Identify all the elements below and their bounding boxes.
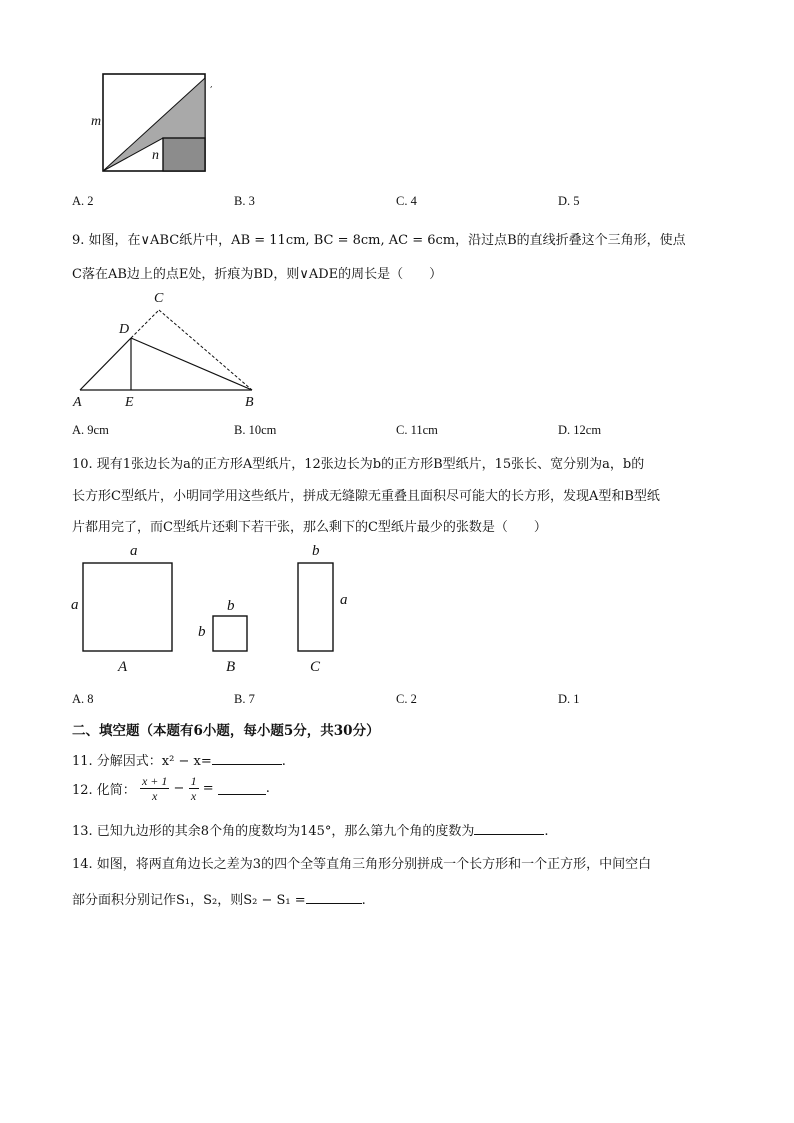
q13-line bbox=[72, 820, 549, 839]
q10-label-b-c: b bbox=[312, 543, 320, 559]
q10-label-b-left: b bbox=[198, 624, 206, 640]
section-2-heading: 二、填空题（本题有6小题，每小题5分，共30分） bbox=[72, 723, 380, 739]
q9-label-b: B bbox=[245, 395, 254, 410]
q12-prefix: 12. 化简： bbox=[72, 783, 136, 798]
q12-fraction-2 bbox=[189, 774, 199, 803]
q10-label-B: B bbox=[226, 659, 236, 675]
q12-num2: 1 bbox=[190, 774, 197, 788]
q10-label-A: A bbox=[118, 659, 128, 675]
q10-option-a[interactable]: A. 8 bbox=[72, 692, 94, 706]
q8-option-a[interactable]: A. 2 bbox=[72, 194, 94, 208]
q10-figure bbox=[80, 560, 360, 660]
q9-label-d: D bbox=[119, 322, 130, 337]
q9-figure bbox=[75, 300, 275, 410]
q12-line bbox=[72, 774, 270, 803]
q14-line2 bbox=[72, 889, 366, 908]
q8-option-b[interactable]: B. 3 bbox=[234, 194, 255, 208]
q8-option-c[interactable]: C. 4 bbox=[396, 194, 417, 208]
q9-label-c: C bbox=[154, 291, 164, 306]
q14-text-line1: 14. 如图，将两直角边长之差为3的四个全等直角三角形分别拼成一个长方形和一个正方形，中间空白 bbox=[72, 857, 652, 872]
q12-den2: x bbox=[190, 789, 197, 803]
q12-answer-blank[interactable] bbox=[218, 782, 266, 795]
q12-end: . bbox=[265, 781, 270, 796]
q13-text: 13. 已知九边形的其余8个角的度数均为145°，那么第九个角的度数为 bbox=[72, 824, 475, 839]
q13-answer-blank[interactable] bbox=[474, 822, 544, 835]
q12-eq: = bbox=[202, 781, 214, 796]
q9-option-a[interactable]: A. 9cm bbox=[72, 423, 109, 437]
q11-end: . bbox=[281, 754, 286, 769]
q12-fraction-1 bbox=[140, 774, 169, 803]
q14-answer-blank[interactable] bbox=[306, 891, 362, 904]
q12-den1: x bbox=[152, 789, 158, 803]
q11-text: 11. 分解因式：x² − x= bbox=[72, 754, 212, 769]
q10-label-b-top: b bbox=[227, 598, 235, 614]
q10-option-d[interactable]: D. 1 bbox=[558, 692, 580, 706]
q9-text-line2: C落在AB边上的点E处，折痕为BD，则∨ADE的周长是（ ） bbox=[72, 267, 443, 282]
q14-text-line2: 部分面积分别记作S₁，S₂，则S₂ − S₁ = bbox=[72, 893, 306, 908]
q10-label-a-left: a bbox=[71, 597, 79, 613]
q9-label-a: A bbox=[73, 395, 82, 410]
q10-text-line1: 10. 现有1张边长为a的正方形A型纸片，12张边长为b的正方形B型纸片，15张长、宽分别为a，b的 bbox=[72, 457, 645, 472]
q12-minus: − bbox=[173, 781, 185, 796]
q8-option-d[interactable]: D. 5 bbox=[558, 194, 580, 208]
q9-text-line1: 9. 如图，在∨ABC纸片中，AB = 11cm, BC = 8cm, AC = 6cm，沿过点B的直线折叠这个三角形，使点 bbox=[72, 233, 686, 248]
q13-end: . bbox=[544, 824, 549, 839]
q10-text-line2: 长方形C型纸片，小明同学用这些纸片，拼成无缝隙无重叠且面积尽可能大的长方形，发现A型和B型纸 bbox=[72, 489, 660, 504]
q10-label-a-c: a bbox=[340, 592, 348, 608]
q11-answer-blank[interactable] bbox=[212, 752, 282, 765]
q12-num1: x + 1 bbox=[141, 774, 168, 788]
q10-option-c[interactable]: C. 2 bbox=[396, 692, 417, 706]
q9-option-c[interactable]: C. 11cm bbox=[396, 423, 438, 437]
q8-label-m: m bbox=[91, 114, 102, 129]
q9-label-e: E bbox=[125, 395, 134, 410]
q11-line bbox=[72, 750, 286, 769]
q8-dot: , bbox=[210, 80, 213, 89]
q10-label-C: C bbox=[310, 659, 321, 675]
q10-label-a-top: a bbox=[130, 543, 138, 559]
q10-option-b[interactable]: B. 7 bbox=[234, 692, 255, 706]
q14-end: . bbox=[361, 893, 366, 908]
q10-text-line3: 片都用完了，而C型纸片还剩下若干张，那么剩下的C型纸片最少的张数是（ ） bbox=[72, 520, 547, 535]
q9-option-b[interactable]: B. 10cm bbox=[234, 423, 277, 437]
q9-option-d[interactable]: D. 12cm bbox=[558, 423, 602, 437]
q8-label-n: n bbox=[152, 148, 159, 163]
